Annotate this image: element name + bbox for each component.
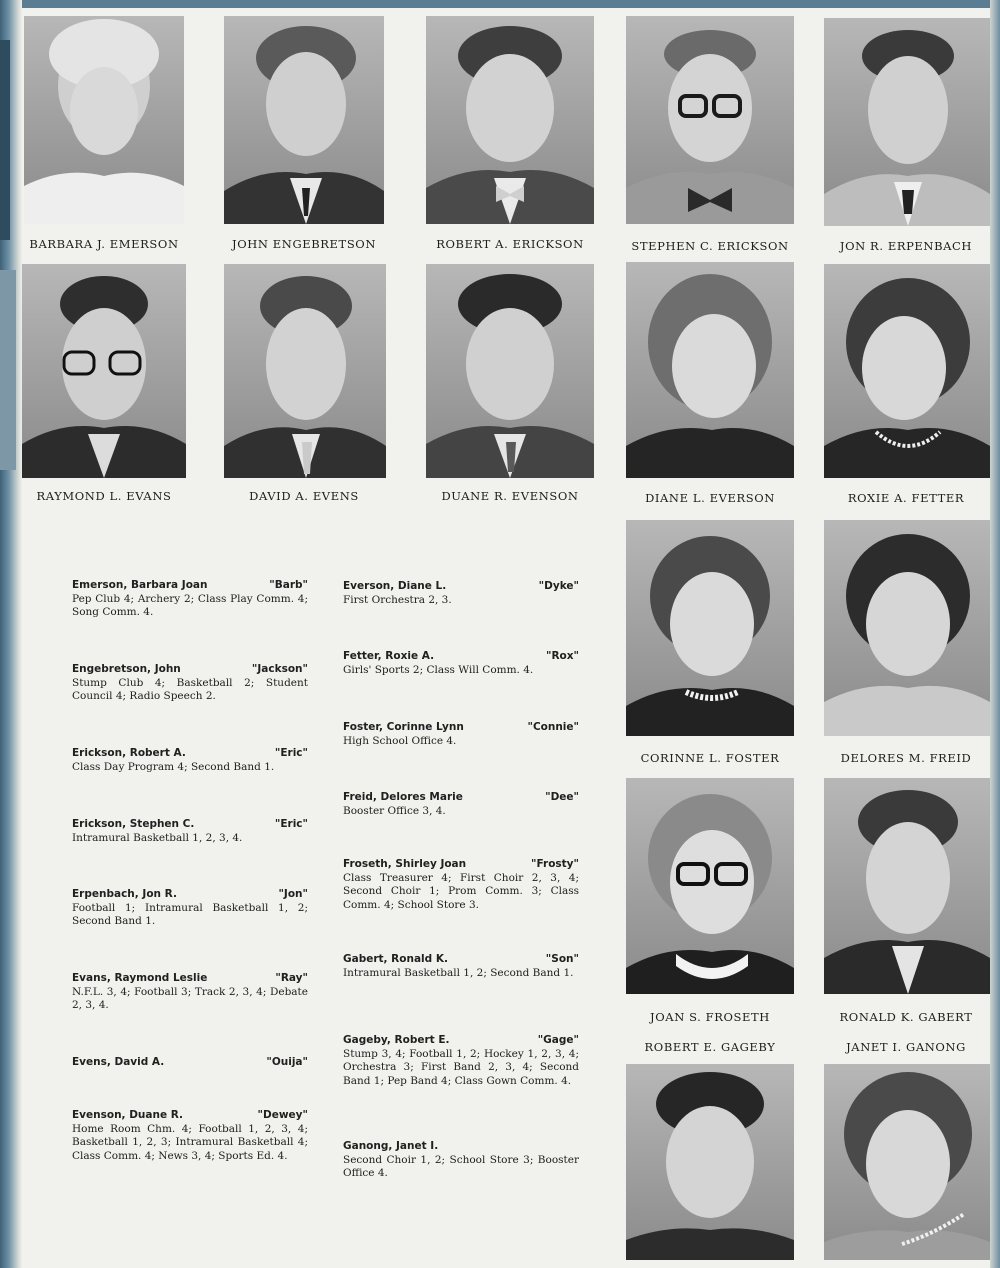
portrait-photo (824, 520, 990, 736)
entry-name: Emerson, Barbara Joan (72, 579, 208, 591)
entry-name: Gageby, Robert E. (343, 1034, 450, 1046)
entry-nickname: "Gage" (537, 1034, 579, 1046)
student-entry (343, 791, 579, 818)
entry-name: Engebretson, John (72, 663, 181, 675)
student-entry (343, 858, 579, 912)
portrait-photo (824, 18, 990, 226)
entry-nickname: "Jon" (278, 888, 308, 900)
entry-name: Ganong, Janet I. (343, 1140, 439, 1152)
entry-nickname: "Dyke" (538, 580, 579, 592)
portrait-caption: STEPHEN C. ERICKSON (631, 239, 789, 253)
student-entry (343, 580, 579, 607)
book-spine (0, 0, 22, 1268)
student-entry (343, 650, 579, 677)
portrait-photo (824, 264, 990, 478)
entry-nickname: "Ray" (275, 972, 308, 984)
entry-activities: Pep Club 4; Archery 2; Class Play Comm. 4; Song Comm. 4. (72, 592, 308, 618)
portrait-caption: ROXIE A. FETTER (847, 491, 965, 505)
entry-name: Freid, Delores Marie (343, 791, 463, 803)
student-entry (343, 1034, 579, 1088)
entry-name: Erickson, Robert A. (72, 747, 186, 759)
page-edge (990, 0, 1000, 1268)
portrait-caption: RAYMOND L. EVANS (36, 489, 172, 503)
student-entry (72, 818, 308, 845)
portrait-caption: DUANE R. EVENSON (441, 489, 579, 503)
entry-name: Evens, David A. (72, 1056, 165, 1068)
entry-activities: Home Room Chm. 4; Football 1, 2, 3, 4; Basketball 1, 2, 3; Intramural Basketball 4; Class Comm. 4; News 3, 4; Sports Ed. 4. (72, 1122, 308, 1162)
entry-nickname: "Eric" (274, 747, 308, 759)
portrait-caption: JON R. ERPENBACH (839, 239, 973, 253)
student-entry (72, 1056, 308, 1070)
entry-nickname: "Eric" (274, 818, 308, 830)
student-entry (72, 579, 308, 620)
student-entry (72, 888, 308, 929)
portrait-caption: DELORES M. FREID (840, 751, 972, 765)
entry-name: Evans, Raymond Leslie (72, 972, 208, 984)
entry-name: Fetter, Roxie A. (343, 650, 435, 662)
portrait-photo (824, 778, 990, 994)
entry-name: Everson, Diane L. (343, 580, 447, 592)
portrait-caption: CORINNE L. FOSTER (640, 751, 780, 765)
student-entry (72, 747, 308, 774)
entry-activities: N.F.L. 3, 4; Football 3; Track 2, 3, 4; Debate 2, 3, 4. (72, 985, 308, 1011)
entry-activities: Class Treasurer 4; First Choir 2, 3, 4; Second Choir 1; Prom Comm. 3; Class Comm. 4; School Store 3. (343, 871, 579, 911)
entry-name: Foster, Corinne Lynn (343, 721, 464, 733)
portrait-caption: JOHN ENGEBRETSON (232, 237, 376, 251)
entry-activities: Booster Office 3, 4. (343, 804, 446, 817)
yearbook-page (22, 8, 990, 1268)
entry-activities: Football 1; Intramural Basketball 1, 2; Second Band 1. (72, 901, 308, 927)
portrait-photo (426, 16, 594, 224)
student-entry (72, 972, 308, 1013)
portrait-caption: ROBERT A. ERICKSON (436, 237, 584, 251)
entry-name: Froseth, Shirley Joan (343, 858, 467, 870)
entry-nickname: "Connie" (527, 721, 579, 733)
portrait-caption: JOAN S. FROSETH (650, 1010, 770, 1024)
student-entry (343, 953, 579, 980)
entry-activities: Intramural Basketball 1, 2; Second Band 1. (343, 966, 574, 979)
portrait-photo (22, 264, 186, 478)
entry-nickname: "Dewey" (257, 1109, 308, 1121)
student-entry (72, 663, 308, 704)
student-entry (343, 1140, 579, 1181)
entry-nickname: "Son" (545, 953, 579, 965)
entry-activities: Class Day Program 4; Second Band 1. (72, 760, 275, 773)
portrait-caption: DAVID A. EVENS (249, 489, 359, 503)
portrait-photo (824, 1064, 990, 1260)
entry-activities: High School Office 4. (343, 734, 457, 747)
entry-activities: Girls' Sports 2; Class Will Comm. 4. (343, 663, 534, 676)
portrait-photo (426, 264, 594, 478)
entry-activities: First Orchestra 2, 3. (343, 593, 452, 606)
entry-name: Evenson, Duane R. (72, 1109, 183, 1121)
spine-band (0, 270, 16, 470)
entry-name: Gabert, Ronald K. (343, 953, 448, 965)
entry-nickname: "Barb" (269, 579, 308, 591)
spine-shadow (0, 40, 10, 240)
entry-activities: Stump Club 4; Basketball 2; Student Council 4; Radio Speech 2. (72, 676, 308, 702)
portrait-caption: ROBERT E. GAGEBY (644, 1040, 776, 1054)
entry-nickname: "Dee" (545, 791, 579, 803)
entry-activities: Stump 3, 4; Football 1, 2; Hockey 1, 2, 3, 4; Orchestra 3; First Band 2, 3, 4; Second Band 1; Pep Band 4; Class Gown Comm. 4. (343, 1047, 579, 1087)
portrait-photo (224, 16, 384, 224)
entry-activities: Intramural Basketball 1, 2, 3, 4. (72, 831, 243, 844)
portrait-photo (626, 16, 794, 224)
entry-name: Erpenbach, Jon R. (72, 888, 177, 900)
portrait-caption: BARBARA J. EMERSON (29, 237, 179, 251)
entry-nickname: "Ouija" (266, 1056, 308, 1068)
student-entry (343, 721, 579, 748)
entry-nickname: "Rox" (545, 650, 579, 662)
portrait-caption: DIANE L. EVERSON (645, 491, 775, 505)
entry-activities: Second Choir 1, 2; School Store 3; Booster Office 4. (343, 1153, 579, 1179)
portrait-caption: JANET I. GANONG (846, 1040, 966, 1054)
entry-nickname: "Frosty" (531, 858, 579, 870)
student-entry (72, 1109, 308, 1163)
portrait-photo (626, 778, 794, 994)
portrait-photo (626, 1064, 794, 1260)
portrait-photo (224, 264, 386, 478)
portrait-photo (24, 16, 184, 224)
entry-nickname: "Jackson" (251, 663, 308, 675)
portrait-caption: RONALD K. GABERT (839, 1010, 973, 1024)
portrait-photo (626, 262, 794, 478)
entry-name: Erickson, Stephen C. (72, 818, 195, 830)
portrait-photo (626, 520, 794, 736)
